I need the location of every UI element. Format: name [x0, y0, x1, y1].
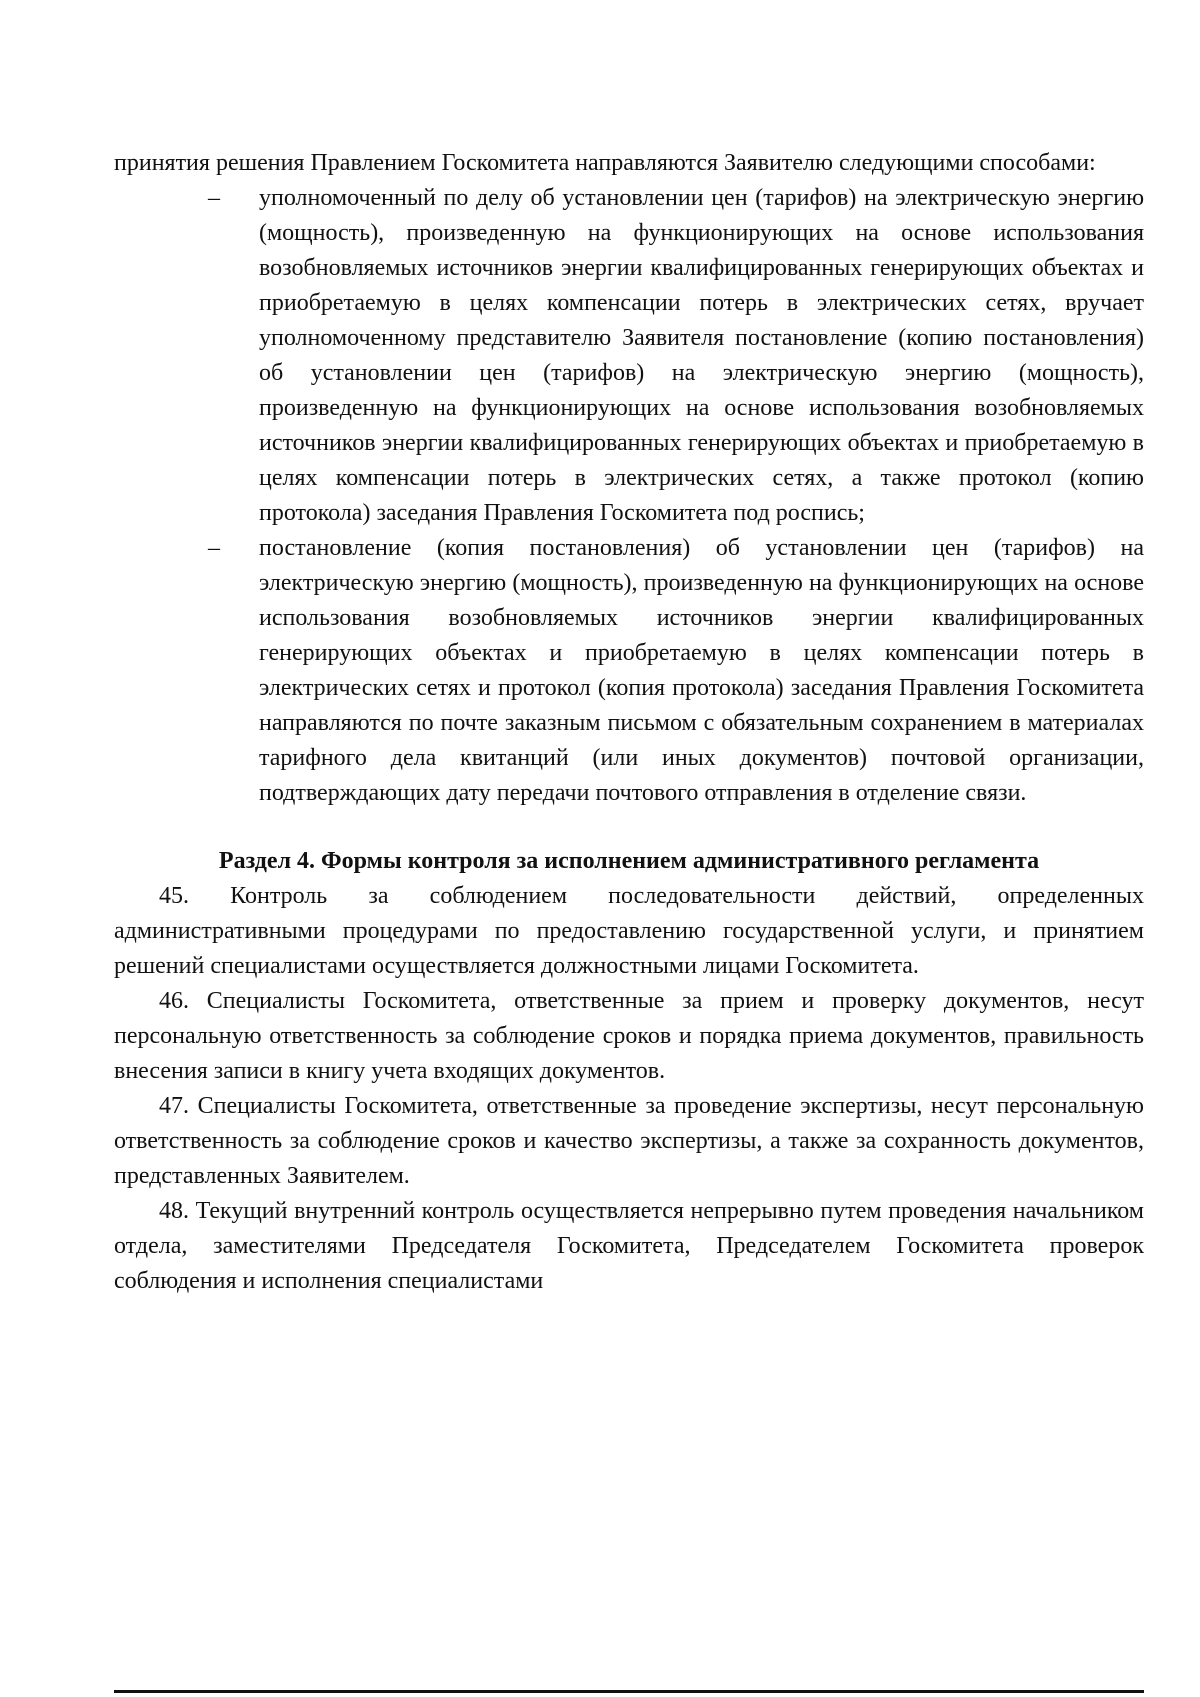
list-item	[114, 531, 1144, 811]
list-item	[114, 181, 1144, 531]
paragraph-48: 48. Текущий внутренний контроль осуществляется непрерывно путем проведения начальником отдела, заместителями Председателя Госкомитета, Председателем Госкомитета проверок соблюдения и исполнения специалистами	[114, 1198, 1144, 1294]
list-dash: –	[208, 535, 220, 561]
paragraph-47: 47. Специалисты Госкомитета, ответственные за проведение экспертизы, несут персональную ответственность за соблюдение сроков и качество экспертизы, а также за сохранность документов, представленных Заявителем.	[114, 1093, 1144, 1189]
list-item-text: постановление (копия постановления) об установлении цен (тарифов) на электрическую энергию (мощность), произведенную на функционирующих на основе использования возобновляемых источников энергии квалифицированных генерирующих объектах и приобретаемую в целях компенсации потерь в электрических сетях и протокол (копия протокола) заседания Правления Госкомитета направляются по почте заказным письмом с обязательным сохранением в материалах тарифного дела квитанций (или иных документов) почтовой организации, подтверждающих дату передачи почтового отправления в отделение связи.	[259, 535, 1144, 806]
intro-paragraph: принятия решения Правлением Госкомитета направляются Заявителю следующими способами:	[114, 150, 1096, 176]
list-dash: –	[208, 185, 220, 211]
paragraph-46: 46. Специалисты Госкомитета, ответственные за прием и проверку документов, несут персональную ответственность за соблюдение сроков и порядка приема документов, правильность внесения записи в книгу учета входящих документов.	[114, 988, 1144, 1084]
footer-divider	[114, 1690, 1144, 1693]
delivery-methods-list	[114, 181, 1144, 811]
document-body	[114, 146, 1144, 1299]
section-heading: Раздел 4. Формы контроля за исполнением административного регламента	[218, 848, 1040, 874]
list-item-text: уполномоченный по делу об установлении цен (тарифов) на электрическую энергию (мощность), произведенную на функционирующих на основе использования возобновляемых источников энергии квалифицированных генерирующих объектах и приобретаемую в целях компенсации потерь в электрических сетях, вручает уполномоченному представителю Заявителя постановление (копию постановления) об установлении цен (тарифов) на электрическую энергию (мощность), произведенную на функционирующих на основе использования возобновляемых источников энергии квалифицированных генерирующих объектах и приобретаемую в целях компенсации потерь в электрических сетях, а также протокол (копию протокола) заседания Правления Госкомитета под роспись;	[259, 185, 1144, 526]
paragraph-45: 45. Контроль за соблюдением последовательности действий, определенных административными процедурами по предоставлению государственной услуги, и принятием решений специалистами осуществляется должностными лицами Госкомитета.	[114, 883, 1144, 979]
